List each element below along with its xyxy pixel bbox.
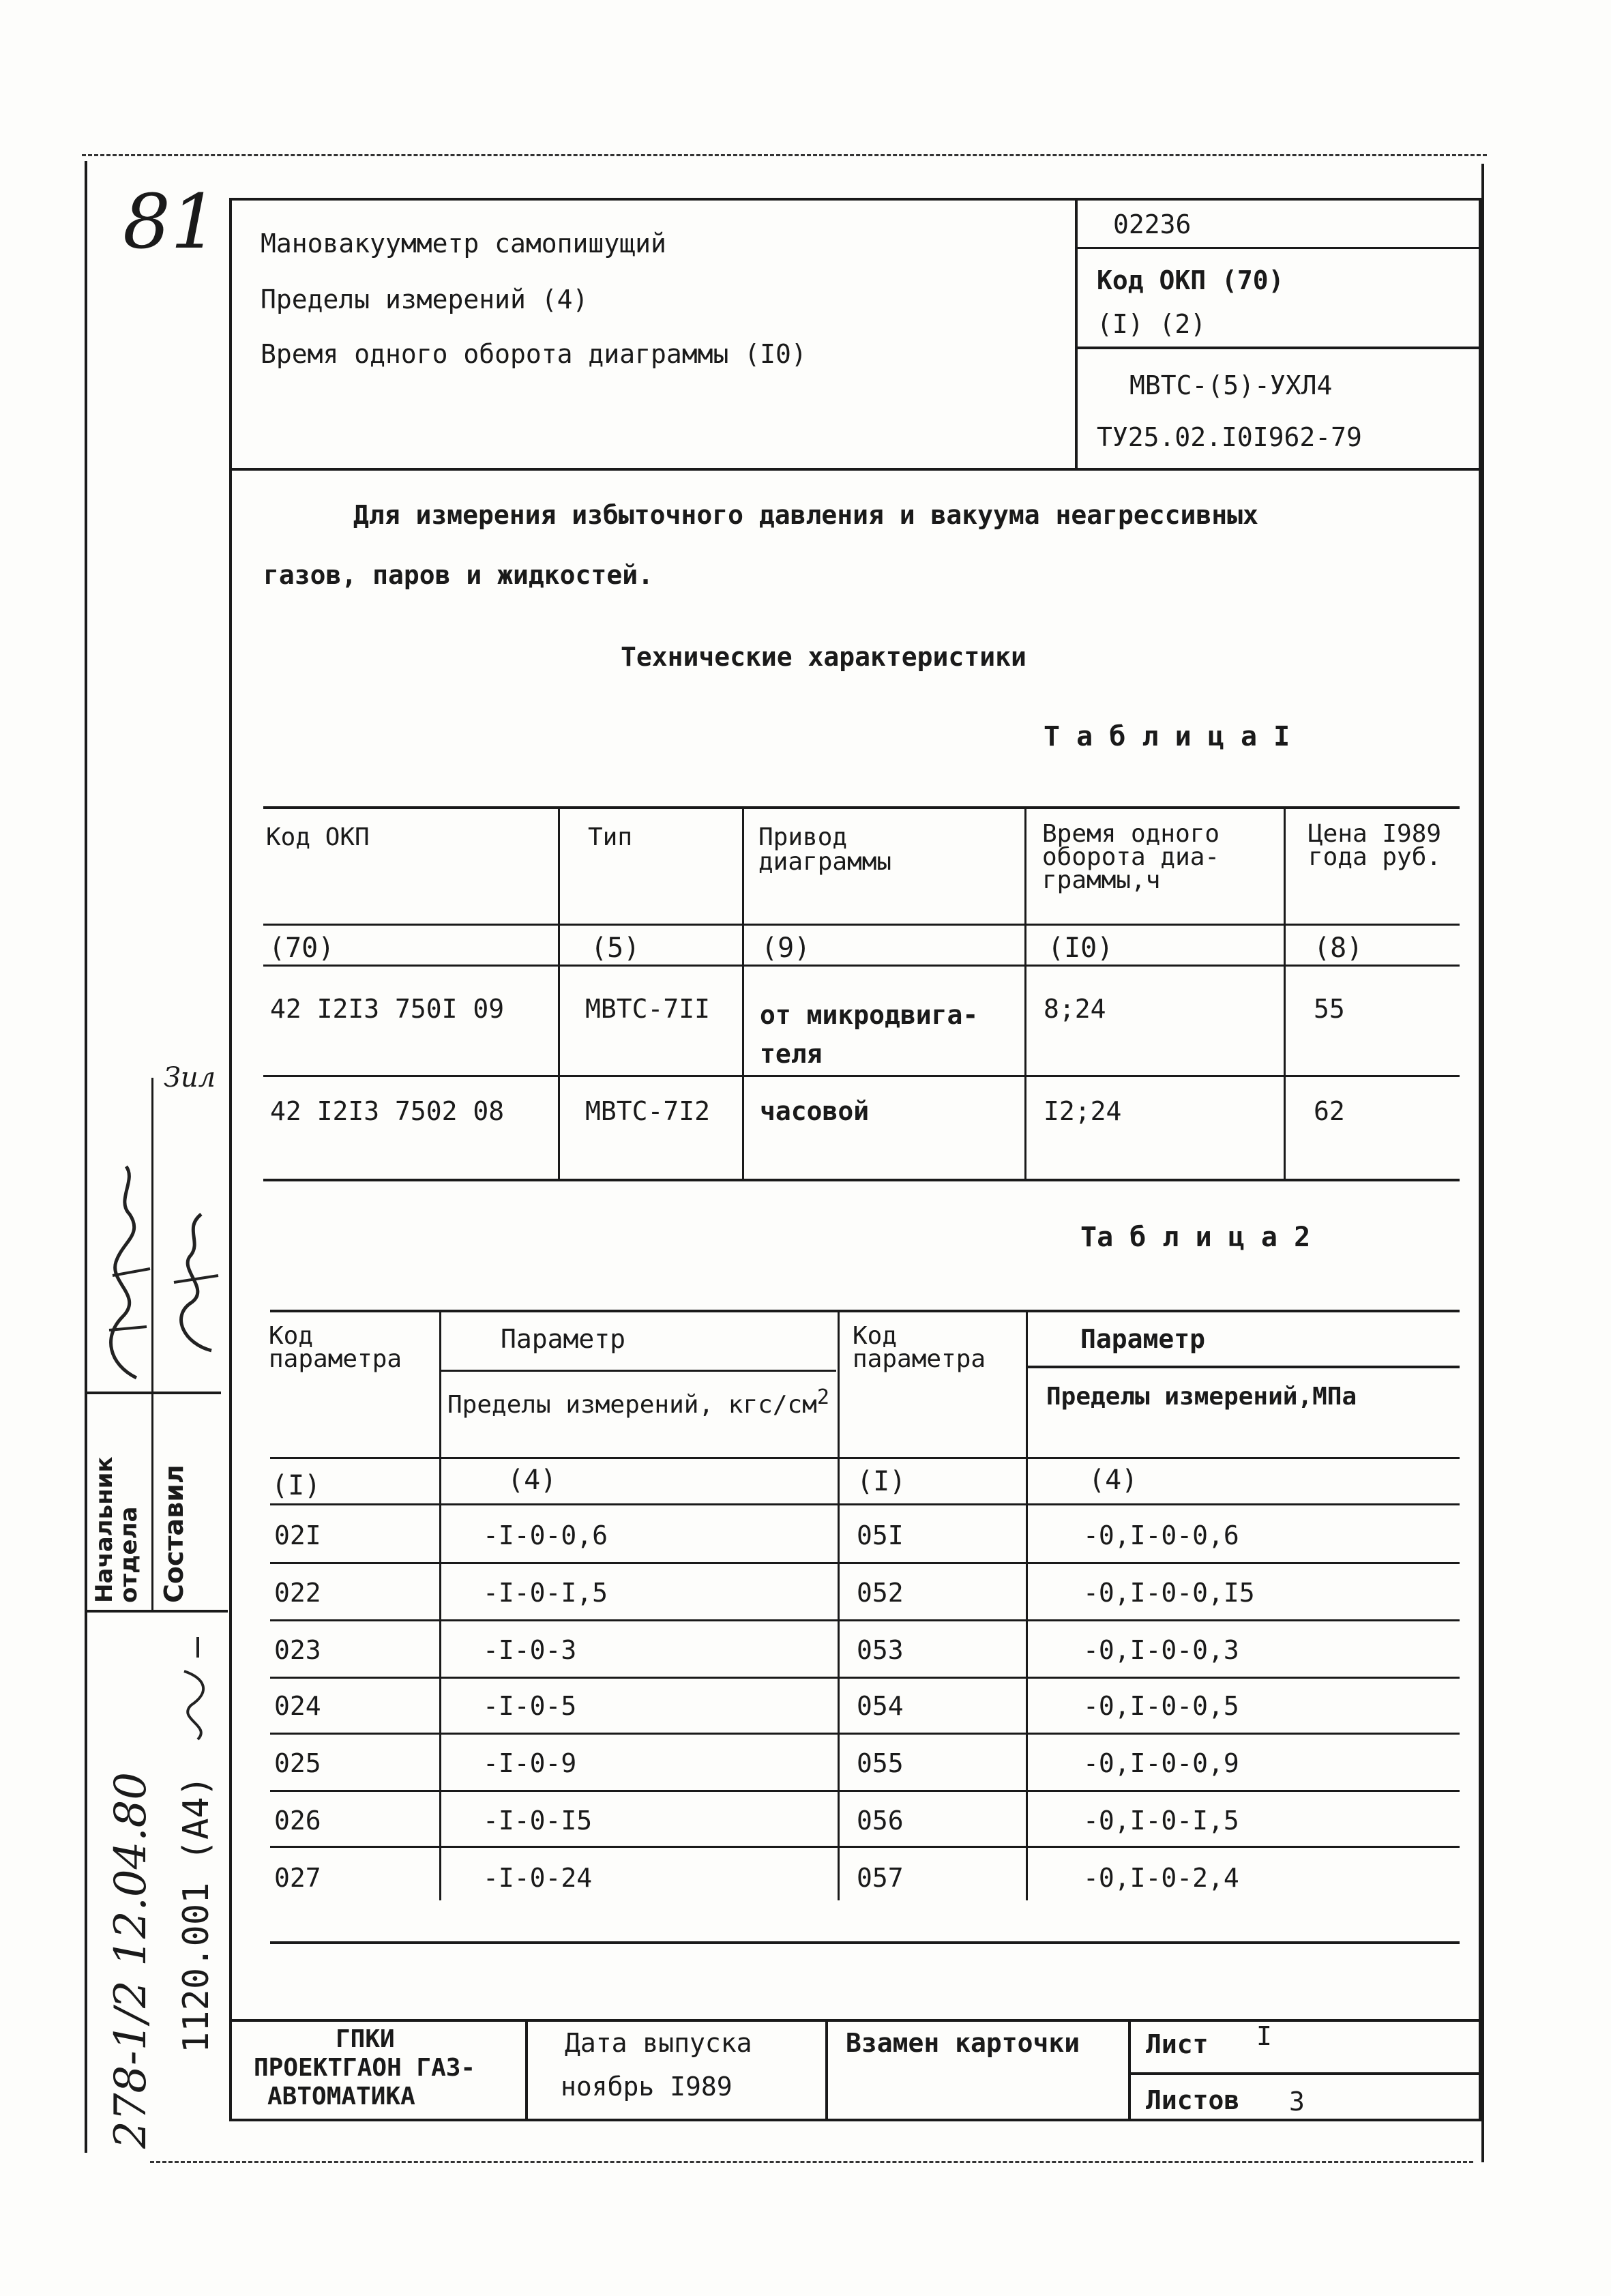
t2-r3-c3: 053: [857, 1635, 904, 1665]
header-line-1: Мановакуумметр самопишущий: [261, 229, 666, 259]
head-of-department-label: [93, 1398, 141, 1603]
footer-sheet-value: I: [1256, 2021, 1272, 2051]
t2-code-4b: (4): [1089, 1465, 1138, 1496]
t2-sub-right: [1027, 1366, 1460, 1368]
t1-code-9: (9): [761, 932, 811, 964]
t1-r2-type: МВТС-7I2: [585, 1096, 711, 1126]
tu-number: ТУ25.02.I0I962-79: [1097, 422, 1362, 452]
t2-r2-c4: -0,I-0-0,I5: [1083, 1578, 1255, 1608]
t2-row3-bottom: [270, 1677, 1460, 1679]
t2-top: [270, 1310, 1460, 1312]
t1-col3: [1024, 806, 1026, 1179]
margin-doc-ref: 1120.001 (А4): [176, 1776, 217, 2053]
table1-caption: Т а б л и ц а I: [1044, 721, 1290, 752]
t1-r1-time: 8;24: [1044, 994, 1106, 1024]
top-border-line: [82, 154, 1487, 156]
t2-row2-bottom: [270, 1619, 1460, 1621]
sig-mark: Зил: [164, 1062, 216, 1093]
t2-head-left-sub: [447, 1385, 829, 1420]
t1-head-okp: Код ОКП: [266, 823, 370, 851]
t2-r4-c4: -0,I-0-0,5: [1083, 1691, 1239, 1721]
t1-r1-okp: 42 I2I3 750I 09: [270, 994, 505, 1024]
t1-r1-type: МВТС-7II: [585, 994, 711, 1024]
t1-r1-price: 55: [1314, 994, 1345, 1024]
handwritten-date-mark: [171, 1630, 225, 1746]
header-line-2: Пределы измерений (4): [261, 284, 589, 314]
t2-r3-c2: -I-0-3: [483, 1635, 577, 1665]
t2-r5-c3: 055: [857, 1748, 904, 1778]
footer-date-value: ноябрь I989: [561, 2072, 733, 2102]
intro-line-2: газов, паров и жидкостей.: [263, 560, 653, 590]
code-number: 02236: [1113, 209, 1192, 239]
t2-header-bottom: [270, 1457, 1460, 1459]
sig-bottom-line: [85, 1610, 228, 1613]
model-name: МВТС-(5)-УХЛ4: [1129, 370, 1333, 400]
t1-code-bottom: [263, 965, 1460, 967]
t2-code-4a: (4): [507, 1465, 557, 1496]
header-divider: [1075, 198, 1078, 471]
t2-r1-c1: 02I: [274, 1520, 321, 1550]
t1-head-drive: Привод диаграммы: [758, 823, 892, 876]
okp-refs: (I) (2): [1097, 309, 1207, 339]
intro-line-1: Для измерения избыточного давления и вакуума неагрессивных: [353, 500, 1258, 530]
t2-r5-c1: 025: [274, 1748, 321, 1778]
t2-r6-c2: -I-0-I5: [483, 1806, 593, 1836]
footer-date-label: Дата выпуска: [565, 2028, 752, 2058]
footer-col3: [1128, 2019, 1131, 2121]
t2-head-param-left: Параметр: [501, 1324, 626, 1354]
t2-r2-c2: -I-0-I,5: [483, 1578, 608, 1608]
t2-row5-bottom: [270, 1790, 1460, 1792]
t2-r1-c2: -I-0-0,6: [483, 1520, 608, 1550]
t2-head-param-right: Параметр: [1080, 1324, 1206, 1354]
right-margin-line: [1481, 164, 1484, 2162]
t2-row4-bottom: [270, 1733, 1460, 1735]
footer-sheets-label: Листов: [1146, 2085, 1240, 2115]
footer-org-line2: ПРОЕКТГАОН ГАЗ-: [254, 2054, 476, 2082]
sig-row-line: [85, 1392, 221, 1394]
t1-head-type: Тип: [588, 823, 633, 851]
t2-r6-c3: 056: [857, 1806, 904, 1836]
t2-r7-c3: 057: [857, 1863, 904, 1893]
footer-sheet-label: Лист: [1146, 2029, 1209, 2059]
t1-header-bottom: [263, 924, 1460, 926]
t2-head-code-left: Код параметра: [269, 1322, 402, 1374]
t2-r5-c4: -0,I-0-0,9: [1083, 1748, 1239, 1778]
t1-r2-okp: 42 I2I3 7502 08: [270, 1096, 505, 1126]
t2-head-left-sup: 2: [816, 1385, 829, 1409]
t2-head-code-right: Код параметра: [853, 1322, 986, 1374]
t1-col1: [558, 806, 560, 1179]
t1-code-10: (I0): [1048, 932, 1114, 964]
t2-r6-c4: -0,I-0-I,5: [1083, 1806, 1239, 1836]
footer-top: [229, 2019, 1481, 2022]
section-title: Технические характеристики: [621, 642, 1026, 672]
t2-r6-c1: 026: [274, 1806, 321, 1836]
t1-r2-price: 62: [1314, 1096, 1345, 1126]
t2-r3-c4: -0,I-0-0,3: [1083, 1635, 1239, 1665]
t2-r7-c2: -I-0-24: [483, 1863, 593, 1893]
header-line-3: Время одного оборота диаграммы (I0): [261, 339, 807, 369]
author-label-text: Составил: [159, 1465, 189, 1603]
t1-col2: [742, 806, 744, 1179]
footer-org-line1: ГПКИ: [336, 2025, 395, 2053]
footer-col2: [825, 2019, 828, 2121]
t1-r2-drive: часовой: [760, 1096, 870, 1126]
footer-col1: [525, 2019, 528, 2121]
margin-stamp-code: 278-1/2 12.04.80: [106, 1771, 156, 2149]
t2-head-left-sub-text: Пределы измерений, кгс/см: [447, 1391, 817, 1419]
t2-code-1b: (I): [857, 1466, 906, 1497]
handwritten-signature-1: [95, 1160, 157, 1392]
t2-col2: [838, 1310, 840, 1900]
t1-head-price: Цена I989 года руб.: [1308, 820, 1442, 872]
t1-head-time: Время одного оборота диа-граммы,ч: [1042, 820, 1220, 895]
t2-code-bottom: [270, 1503, 1460, 1505]
t1-code-8: (8): [1314, 932, 1363, 964]
t2-col3: [1026, 1310, 1028, 1900]
t1-code-5: (5): [591, 932, 640, 964]
header-okp-underline: [1075, 347, 1481, 349]
head-label-text: Начальник отдела: [91, 1456, 143, 1603]
footer-org-line3: АВТОМАТИКА: [267, 2082, 415, 2110]
t1-r2-time: I2;24: [1044, 1096, 1122, 1126]
t2-r4-c1: 024: [274, 1691, 321, 1721]
t2-code-1a: (I): [271, 1470, 321, 1501]
t2-head-right-sub: Пределы измерений,МПа: [1046, 1383, 1357, 1411]
t1-bottom: [263, 1179, 1460, 1181]
t2-r3-c1: 023: [274, 1635, 321, 1665]
t2-r1-c4: -0,I-0-0,6: [1083, 1520, 1239, 1550]
t2-r5-c2: -I-0-9: [483, 1748, 577, 1778]
t1-top: [263, 806, 1460, 809]
t2-row1-bottom: [270, 1562, 1460, 1564]
card-frame: [229, 198, 1481, 2121]
t1-col4: [1284, 806, 1286, 1179]
table2-caption: Та б л и ц а 2: [1080, 1222, 1311, 1253]
t2-r1-c3: 05I: [857, 1520, 904, 1550]
t2-bottom: [270, 1941, 1460, 1944]
t2-r2-c3: 052: [857, 1578, 904, 1608]
t1-row1-bottom: [263, 1075, 1460, 1077]
t2-r7-c4: -0,I-0-2,4: [1083, 1863, 1239, 1893]
t2-r4-c2: -I-0-5: [483, 1691, 577, 1721]
footer-replace-label: Взамен карточки: [846, 2028, 1080, 2058]
sig-col-left: [85, 1078, 87, 1610]
t1-code-70: (70): [269, 932, 335, 964]
t2-sub-left: [441, 1370, 836, 1372]
t2-row6-bottom: [270, 1846, 1460, 1848]
t1-r1-drive: от микродвига-теля: [760, 1000, 979, 1069]
t2-r4-c3: 054: [857, 1691, 904, 1721]
author-label: [161, 1465, 187, 1603]
footer-sheets-value: 3: [1289, 2087, 1305, 2117]
t2-r2-c1: 022: [274, 1578, 321, 1608]
okp-label: Код ОКП (70): [1097, 265, 1284, 295]
t2-col1: [439, 1310, 441, 1900]
header-code-underline: [1075, 247, 1481, 249]
footer-sheet-divider: [1128, 2072, 1481, 2075]
t2-r7-c1: 027: [274, 1863, 321, 1893]
page-number: 81: [123, 178, 218, 265]
handwritten-signature-2: [164, 1201, 225, 1364]
header-bottom-line: [229, 468, 1481, 471]
bottom-border-line: [150, 2161, 1473, 2163]
